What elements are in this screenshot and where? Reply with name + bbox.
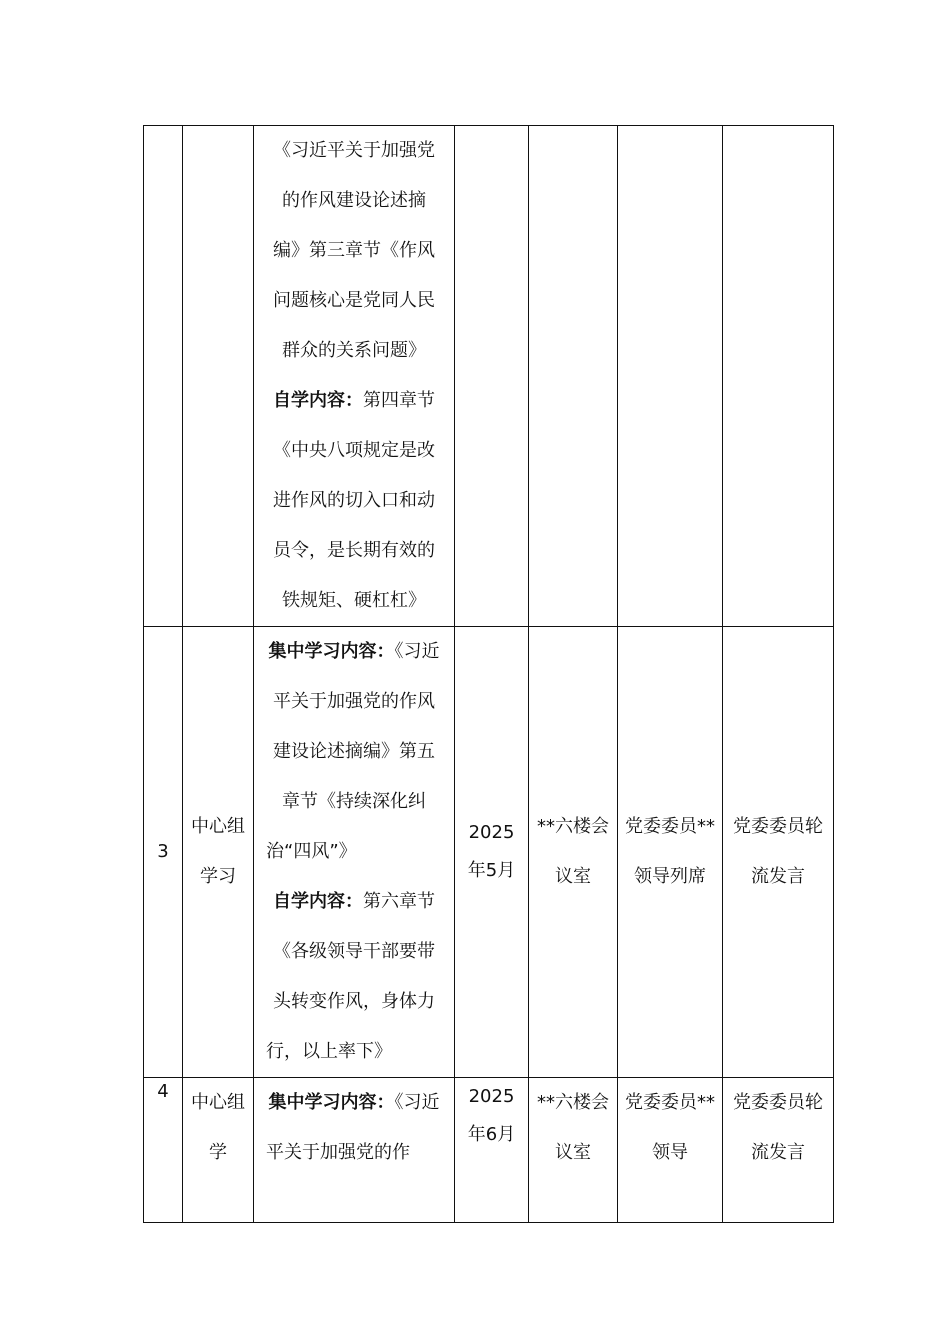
type-text: 中心组学习 <box>191 816 245 887</box>
self-study-text: 第六章节《各级领导干部要带头转变作风，身体力行，以上率下》 <box>266 891 435 1062</box>
location-cell <box>529 126 618 627</box>
self-study-paragraph <box>266 877 442 1077</box>
content-line: 的作风建设论述摘 <box>282 190 426 211</box>
number-cell <box>144 126 183 627</box>
attendees-cell <box>618 126 723 627</box>
focus-study-text: 《习近平关于加强党的作 <box>266 1092 440 1163</box>
attendees-text: 党委委员**领导列席 <box>625 816 715 887</box>
location-text: **六楼会议室 <box>537 1092 609 1163</box>
number-cell: 4 <box>144 1078 183 1223</box>
form-text: 党委委员轮流发言 <box>733 1092 823 1163</box>
content-line: 问题核心是党同人民 <box>273 290 435 311</box>
attendees-text: 党委委员**领导 <box>625 1092 715 1163</box>
type-cell <box>183 126 254 627</box>
study-plan-table <box>143 125 834 1223</box>
number-cell: 3 <box>144 627 183 1078</box>
focus-study-label: 集中学习内容： <box>268 641 395 662</box>
content-line: 铁规矩、硬杠杠》 <box>282 590 426 611</box>
table-row <box>144 1078 834 1223</box>
location-text: **六楼会议室 <box>537 816 609 887</box>
table-row <box>144 126 834 627</box>
type-cell <box>183 627 254 1078</box>
date-text: 2025年6月 <box>467 1086 516 1145</box>
focus-study-text: 《习近平关于加强党的作风建设论述摘编》第五章节《持续深化纠治“四风”》 <box>266 641 440 862</box>
focus-study-label: 集中学习内容： <box>268 1092 395 1113</box>
attendees-cell <box>618 1078 723 1223</box>
content-line: 员令，是长期有效的 <box>273 540 435 561</box>
content-cell <box>254 126 455 627</box>
table-row <box>144 627 834 1078</box>
self-study-label: 自学内容： <box>273 891 363 912</box>
date-cell <box>455 627 529 1078</box>
focus-study-paragraph <box>266 1078 442 1178</box>
content-line: 编》第三章节《作风 <box>273 240 435 261</box>
date-text: 2025年5月 <box>467 822 516 881</box>
content-cell <box>254 627 455 1078</box>
content-line: 《中央八项规定是改 <box>273 440 435 461</box>
form-text: 党委委员轮流发言 <box>733 816 823 887</box>
content-line: 《习近平关于加强党 <box>273 140 435 161</box>
type-text: 中心组学 <box>191 1092 245 1163</box>
content-cell <box>254 1078 455 1223</box>
form-cell <box>723 627 834 1078</box>
type-cell <box>183 1078 254 1223</box>
content-line: 群众的关系问题》 <box>282 340 426 361</box>
form-cell <box>723 126 834 627</box>
content-line: 进作风的切入口和动 <box>273 490 435 511</box>
self-study-text: 第四章节 <box>363 390 435 411</box>
location-cell <box>529 1078 618 1223</box>
self-study-line <box>266 376 442 426</box>
location-cell <box>529 627 618 1078</box>
self-study-label: 自学内容： <box>273 390 363 411</box>
attendees-cell <box>618 627 723 1078</box>
date-cell <box>455 126 529 627</box>
focus-study-paragraph <box>266 627 442 877</box>
form-cell <box>723 1078 834 1223</box>
date-cell <box>455 1078 529 1223</box>
